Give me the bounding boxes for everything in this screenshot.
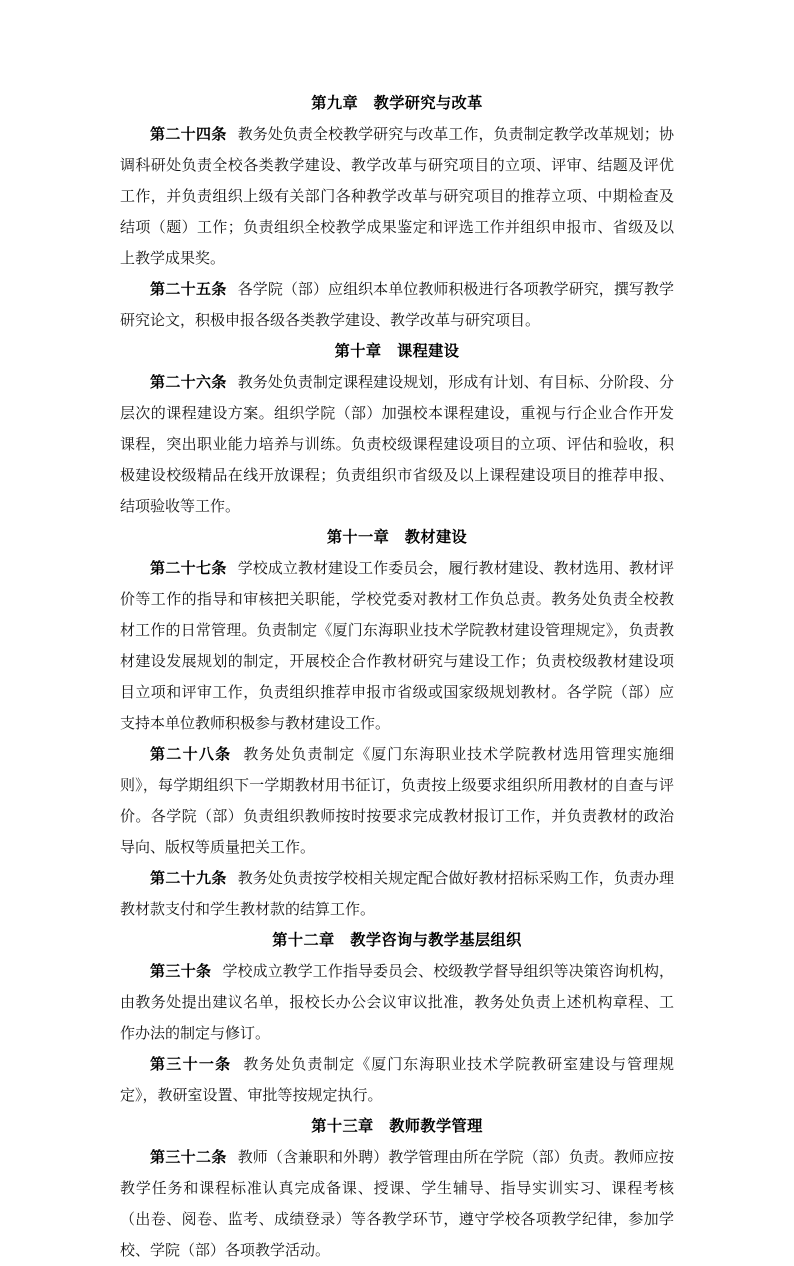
- article-32-number: 第三十二条: [150, 1148, 227, 1166]
- chapter-heading-12: 第十二章 教学咨询与教学基层组织: [272, 931, 522, 949]
- article-25-text: 各学院（部）应组织本单位教师积极进行各项教学研究，撰写教学研究论文，积极申报各级各类教学建设、教学改革与研究项目。: [120, 280, 674, 329]
- article-27-number: 第二十七条: [150, 559, 227, 577]
- chapter-heading-11: 第十一章 教材建设: [326, 528, 468, 546]
- article-28-text: 教务处负责制定《厦门东海职业技术学院教材选用管理实施细则》，每学期组织下一学期教材用书征订，负责按上级要求组织所用教材的自查与评价。各学院（部）负责组织教师按时按要求完成教材报订工作，并负责教材的政治导向、版权等质量把关工作。: [120, 745, 674, 856]
- article-25-number: 第二十五条: [150, 280, 227, 298]
- chapter-heading-9: 第九章 教学研究与改革: [311, 94, 483, 112]
- article-29-number: 第二十九条: [150, 869, 227, 887]
- article-30-text: 学校成立教学工作指导委员会、校级教学督导组织等决策咨询机构，由教务处提出建议名单，报校长办公会议审议批准，教务处负责上述机构章程、工作办法的制定与修订。: [120, 962, 674, 1042]
- chapter-heading-13: 第十三章 教师教学管理: [311, 1117, 483, 1135]
- article-29: [120, 863, 674, 925]
- article-31-text: 教务处负责制定《厦门东海职业技术学院教研室建设与管理规定》，教研室设置、审批等按规定执行。: [120, 1055, 674, 1104]
- article-27-text: 学校成立教材建设工作委员会，履行教材建设、教材选用、教材评价等工作的指导和审核把关职能，学校党委对教材工作负总责。教务处负责全校教材工作的日常管理。负责制定《厦门东海职业技术学院教材建设管理规定》，负责教材建设发展规划的制定，开展校企合作教材研究与建设工作；负责校级教材建设项目立项和评审工作，负责组织推荐申报市省级或国家级规划教材。各学院（部）应支持本单位教师积极参与教材建设工作。: [120, 559, 674, 732]
- article-24-number: 第二十四条: [150, 125, 227, 143]
- article-24: [120, 119, 674, 274]
- article-26-text: 教务处负责制定课程建设规划，形成有计划、有目标、分阶段、分层次的课程建设方案。组织学院（部）加强校本课程建设，重视与行企业合作开发课程，突出职业能力培养与训练。负责校级课程建设项目的立项、评估和验收，积极建设校级精品在线开放课程；负责组织市省级及以上课程建设项目的推荐申报、结项验收等工作。: [120, 373, 674, 515]
- article-28-number: 第二十八条: [150, 745, 232, 763]
- article-28: [120, 739, 674, 863]
- article-27: [120, 553, 674, 739]
- article-31-number: 第三十一条: [150, 1055, 232, 1073]
- article-32-text: 教师（含兼职和外聘）教学管理由所在学院（部）负责。教师应按教学任务和课程标准认真完成备课、授课、学生辅导、指导实训实习、课程考核（出卷、阅卷、监考、成绩登录）等各教学环节，遵守学校各项教学纪律，参加学校、学院（部）各项教学活动。: [120, 1148, 674, 1259]
- article-29-text: 教务处负责按学校相关规定配合做好教材招标采购工作，负责办理教材款支付和学生教材款的结算工作。: [120, 869, 674, 918]
- document-body: [120, 88, 674, 1266]
- article-26-number: 第二十六条: [150, 373, 227, 391]
- chapter-heading-10: 第十章 课程建设: [334, 342, 460, 360]
- article-30: [120, 956, 674, 1049]
- article-32: [120, 1142, 674, 1266]
- article-31: [120, 1049, 674, 1111]
- article-25: [120, 274, 674, 336]
- article-30-number: 第三十条: [150, 962, 212, 980]
- article-26: [120, 367, 674, 522]
- article-24-text: 教务处负责全校教学研究与改革工作，负责制定教学改革规划；协调科研处负责全校各类教学建设、教学改革与研究项目的立项、评审、结题及评优工作，并负责组织上级有关部门各种教学改革与研究项目的推荐立项、中期检查及结项（题）工作；负责组织全校教学成果鉴定和评选工作并组织申报市、省级及以上教学成果奖。: [120, 125, 674, 267]
